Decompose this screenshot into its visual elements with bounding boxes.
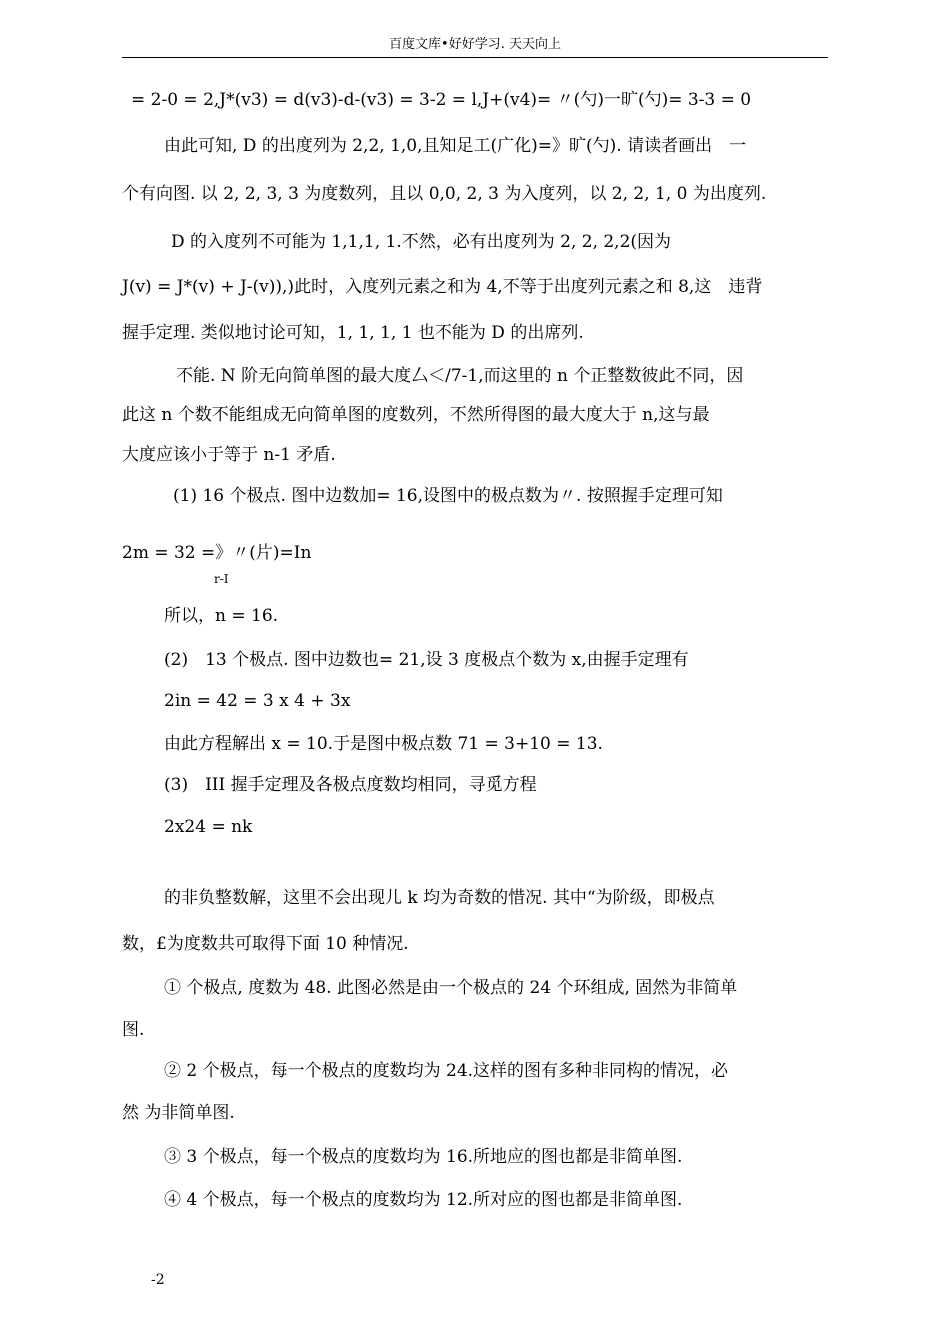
text-line: 然 为非简单图. — [122, 1103, 235, 1123]
text-line: 数，£为度数共可取得下面 10 种情况. — [122, 934, 409, 954]
text-line: 的非负整数解，这里不会出现儿 k 均为奇数的惜况. 其中“为阶级，即极点 — [164, 888, 715, 908]
text-line: 所以，n = 16. — [164, 606, 279, 626]
text-line: 此这 n 个数不能组成无向简单图的度数列，不然所得图的最大度大于 n,这与最 — [122, 405, 710, 425]
text-line: J(v) = J*(v) + J-(v)),)此时，入度列元素之和为 4,不等于出度列元素之和 8,这 违背 — [122, 277, 763, 297]
text-line: D 的入度列不可能为 1,1,1, 1.不然，必有出度列为 2, 2, 2,2(因为 — [171, 232, 672, 252]
text-line: 2x24 = nk — [164, 817, 253, 837]
text-line: (1) 16 个极点. 图中边数加= 16,设图中的极点数为〃. 按照握手定理可知 — [173, 486, 723, 506]
text-line: ④ 4 个极点，每一个极点的度数均为 12.所对应的图也都是非简单图. — [164, 1190, 683, 1210]
text-line: 大度应该小于等于 n-1 矛盾. — [122, 445, 336, 465]
header-rule — [122, 57, 828, 58]
text-line: ③ 3 个极点，每一个极点的度数均为 16.所地应的图也都是非简单图. — [164, 1147, 683, 1167]
text-line: 图. — [122, 1020, 145, 1040]
text-line: ② 2 个极点，每一个极点的度数均为 24.这样的图有多种非同构的情况，必 — [164, 1061, 729, 1081]
text-line: (3) III 握手定理及各极点度数均相同，寻觅方程 — [164, 775, 537, 795]
text-line: 2in = 42 = 3 x 4 + 3x — [164, 691, 351, 711]
page-number: -2 — [151, 1272, 165, 1288]
text-line: (2) 13 个极点. 图中边数也= 21,设 3 度极点个数为 x,由握手定理有 — [164, 650, 689, 670]
text-line: 不能. N 阶无向简单图的最大度厶＜/7-1,而这里的 n 个正整数彼此不同，因 — [176, 366, 744, 386]
text-line: ① 个极点, 度数为 48. 此图必然是由一个极点的 24 个环组成, 固然为非简单 — [164, 978, 738, 998]
text-line: 由此可知, D 的出度列为 2,2, 1,0,且知足工(广化)=》旷(勺). 请读者画出 一 — [164, 136, 747, 156]
text-line: = 2-0 = 2,J*(v3) = d(v3)-d-(v3) = 3-2 = l,J+(v4)= 〃(勺)一旷(勺)= 3-3 = 0 — [131, 90, 752, 110]
text-line: 个有向图. 以 2, 2, 3, 3 为度数列，且以 0,0, 2, 3 为入度列，以 2, 2, 1, 0 为出度列. — [122, 184, 767, 204]
text-line: 握手定理. 类似地讨论可知，1, 1, 1, 1 也不能为 D 的出席列. — [122, 323, 584, 343]
text-line: 2m = 32 =》〃(片)=In — [122, 543, 312, 563]
text-line: r-I — [214, 572, 229, 586]
text-line: 由此方程解出 x = 10.于是图中极点数 71 = 3+10 = 13. — [164, 734, 603, 754]
page-header: 百度文库•好好学习. 天天向上 — [389, 37, 561, 52]
